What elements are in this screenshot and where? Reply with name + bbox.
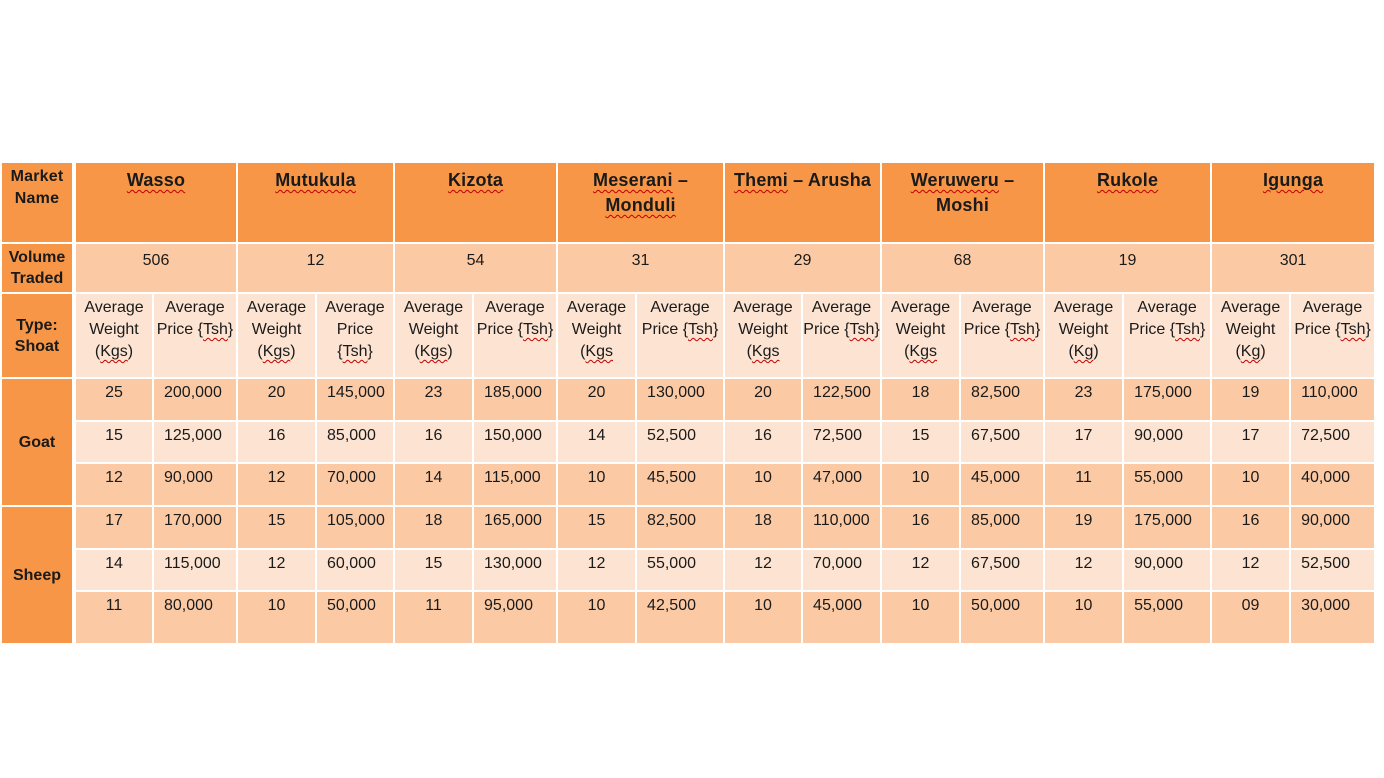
weight-cell: 12 — [237, 549, 316, 591]
price-cell: 185,000 — [473, 378, 557, 421]
price-cell: 60,000 — [316, 549, 394, 591]
market-header: Meserani – Monduli — [557, 162, 724, 243]
volume-cell: 68 — [881, 243, 1044, 293]
weight-cell: 10 — [237, 591, 316, 644]
price-cell: 150,000 — [473, 421, 557, 463]
price-cell: 55,000 — [1123, 591, 1211, 644]
avg-weight-header: Average Weight (Kg) — [1044, 293, 1123, 378]
price-cell: 85,000 — [316, 421, 394, 463]
price-cell: 90,000 — [1123, 549, 1211, 591]
weight-cell: 10 — [1044, 591, 1123, 644]
weight-cell: 15 — [237, 506, 316, 549]
weight-cell: 10 — [1211, 463, 1290, 506]
price-cell: 175,000 — [1123, 506, 1211, 549]
price-cell: 122,500 — [802, 378, 881, 421]
market-header: Themi – Arusha — [724, 162, 881, 243]
price-cell: 115,000 — [473, 463, 557, 506]
avg-weight-header: Average Weight (Kgs) — [74, 293, 153, 378]
avg-weight-header: Average Weight (Kgs — [557, 293, 636, 378]
weight-cell: 18 — [881, 378, 960, 421]
weight-cell: 12 — [557, 549, 636, 591]
weight-cell: 20 — [557, 378, 636, 421]
price-cell: 95,000 — [473, 591, 557, 644]
table-row — [1, 591, 1375, 644]
weight-cell: 10 — [881, 463, 960, 506]
weight-cell: 12 — [74, 463, 153, 506]
weight-cell: 11 — [394, 591, 473, 644]
avg-price-header: Average Price {Tsh} — [1123, 293, 1211, 378]
avg-price-header: Average Price {Tsh} — [960, 293, 1044, 378]
price-cell: 30,000 — [1290, 591, 1375, 644]
price-cell: 52,500 — [636, 421, 724, 463]
price-cell: 40,000 — [1290, 463, 1375, 506]
weight-cell: 10 — [881, 591, 960, 644]
price-cell: 110,000 — [802, 506, 881, 549]
weight-cell: 16 — [881, 506, 960, 549]
weight-cell: 12 — [1044, 549, 1123, 591]
price-cell: 55,000 — [1123, 463, 1211, 506]
weight-cell: 16 — [1211, 506, 1290, 549]
weight-cell: 11 — [74, 591, 153, 644]
weight-cell: 20 — [724, 378, 802, 421]
price-cell: 42,500 — [636, 591, 724, 644]
price-cell: 85,000 — [960, 506, 1044, 549]
price-cell: 45,500 — [636, 463, 724, 506]
volume-cell: 506 — [74, 243, 237, 293]
volume-cell: 54 — [394, 243, 557, 293]
weight-cell: 15 — [557, 506, 636, 549]
market-header: Kizota — [394, 162, 557, 243]
avg-price-header: Average Price {Tsh} — [153, 293, 237, 378]
price-cell: 145,000 — [316, 378, 394, 421]
volume-cell: 301 — [1211, 243, 1375, 293]
weight-cell: 12 — [1211, 549, 1290, 591]
weight-cell: 16 — [237, 421, 316, 463]
table-row — [1, 378, 1375, 421]
table-row — [1, 463, 1375, 506]
price-cell: 55,000 — [636, 549, 724, 591]
price-cell: 72,500 — [1290, 421, 1375, 463]
price-cell: 130,000 — [636, 378, 724, 421]
volume-row — [1, 243, 1375, 293]
price-cell: 170,000 — [153, 506, 237, 549]
weight-cell: 12 — [237, 463, 316, 506]
avg-weight-header: Average Weight (Kgs) — [237, 293, 316, 378]
livestock-market-table — [0, 161, 1376, 645]
weight-cell: 14 — [394, 463, 473, 506]
market-header: Mutukula — [237, 162, 394, 243]
price-cell: 67,500 — [960, 549, 1044, 591]
price-cell: 130,000 — [473, 549, 557, 591]
price-cell: 105,000 — [316, 506, 394, 549]
market-header: Igunga — [1211, 162, 1375, 243]
weight-cell: 17 — [74, 506, 153, 549]
avg-price-header: Average Price {Tsh} — [802, 293, 881, 378]
price-cell: 175,000 — [1123, 378, 1211, 421]
weight-cell: 17 — [1044, 421, 1123, 463]
price-cell: 82,500 — [636, 506, 724, 549]
avg-weight-header: Average Weight (Kgs — [724, 293, 802, 378]
type-label: Type: Shoat — [1, 293, 74, 378]
market-name-row — [1, 162, 1375, 243]
price-cell: 115,000 — [153, 549, 237, 591]
weight-cell: 16 — [724, 421, 802, 463]
table-row — [1, 549, 1375, 591]
weight-cell: 12 — [724, 549, 802, 591]
weight-cell: 19 — [1044, 506, 1123, 549]
corner-label: Market Name — [1, 162, 74, 243]
weight-cell: 09 — [1211, 591, 1290, 644]
weight-cell: 11 — [1044, 463, 1123, 506]
price-cell: 50,000 — [316, 591, 394, 644]
avg-price-header: Average Price {Tsh} — [473, 293, 557, 378]
price-cell: 110,000 — [1290, 378, 1375, 421]
weight-cell: 25 — [74, 378, 153, 421]
weight-cell: 10 — [724, 591, 802, 644]
volume-label: Volume Traded — [1, 243, 74, 293]
avg-weight-header: Average Weight (Kgs — [881, 293, 960, 378]
weight-cell: 18 — [394, 506, 473, 549]
price-cell: 90,000 — [1123, 421, 1211, 463]
weight-cell: 15 — [74, 421, 153, 463]
price-cell: 45,000 — [960, 463, 1044, 506]
market-header: Weruweru – Moshi — [881, 162, 1044, 243]
weight-cell: 14 — [74, 549, 153, 591]
weight-cell: 23 — [1044, 378, 1123, 421]
volume-cell: 19 — [1044, 243, 1211, 293]
weight-cell: 16 — [394, 421, 473, 463]
table-row — [1, 506, 1375, 549]
price-cell: 47,000 — [802, 463, 881, 506]
avg-price-header: Average Price {Tsh} — [316, 293, 394, 378]
weight-cell: 17 — [1211, 421, 1290, 463]
weight-cell: 10 — [557, 463, 636, 506]
price-cell: 70,000 — [802, 549, 881, 591]
weight-cell: 12 — [881, 549, 960, 591]
table-row — [1, 421, 1375, 463]
price-cell: 200,000 — [153, 378, 237, 421]
avg-price-header: Average Price {Tsh} — [1290, 293, 1375, 378]
price-cell: 90,000 — [1290, 506, 1375, 549]
weight-cell: 15 — [881, 421, 960, 463]
weight-cell: 10 — [557, 591, 636, 644]
volume-cell: 31 — [557, 243, 724, 293]
price-cell: 165,000 — [473, 506, 557, 549]
price-cell: 52,500 — [1290, 549, 1375, 591]
price-cell: 80,000 — [153, 591, 237, 644]
avg-weight-header: Average Weight (Kgs) — [394, 293, 473, 378]
avg-price-header: Average Price {Tsh} — [636, 293, 724, 378]
price-cell: 67,500 — [960, 421, 1044, 463]
market-header: Wasso — [74, 162, 237, 243]
sub-header-row — [1, 293, 1375, 378]
weight-cell: 23 — [394, 378, 473, 421]
market-header: Rukole — [1044, 162, 1211, 243]
price-cell: 72,500 — [802, 421, 881, 463]
group-label: Goat — [1, 378, 74, 506]
weight-cell: 15 — [394, 549, 473, 591]
avg-weight-header: Average Weight (Kg) — [1211, 293, 1290, 378]
volume-cell: 29 — [724, 243, 881, 293]
price-cell: 50,000 — [960, 591, 1044, 644]
price-cell: 125,000 — [153, 421, 237, 463]
price-cell: 82,500 — [960, 378, 1044, 421]
weight-cell: 19 — [1211, 378, 1290, 421]
price-cell: 70,000 — [316, 463, 394, 506]
price-cell: 45,000 — [802, 591, 881, 644]
weight-cell: 18 — [724, 506, 802, 549]
weight-cell: 20 — [237, 378, 316, 421]
weight-cell: 10 — [724, 463, 802, 506]
weight-cell: 14 — [557, 421, 636, 463]
price-cell: 90,000 — [153, 463, 237, 506]
volume-cell: 12 — [237, 243, 394, 293]
group-label: Sheep — [1, 506, 74, 644]
